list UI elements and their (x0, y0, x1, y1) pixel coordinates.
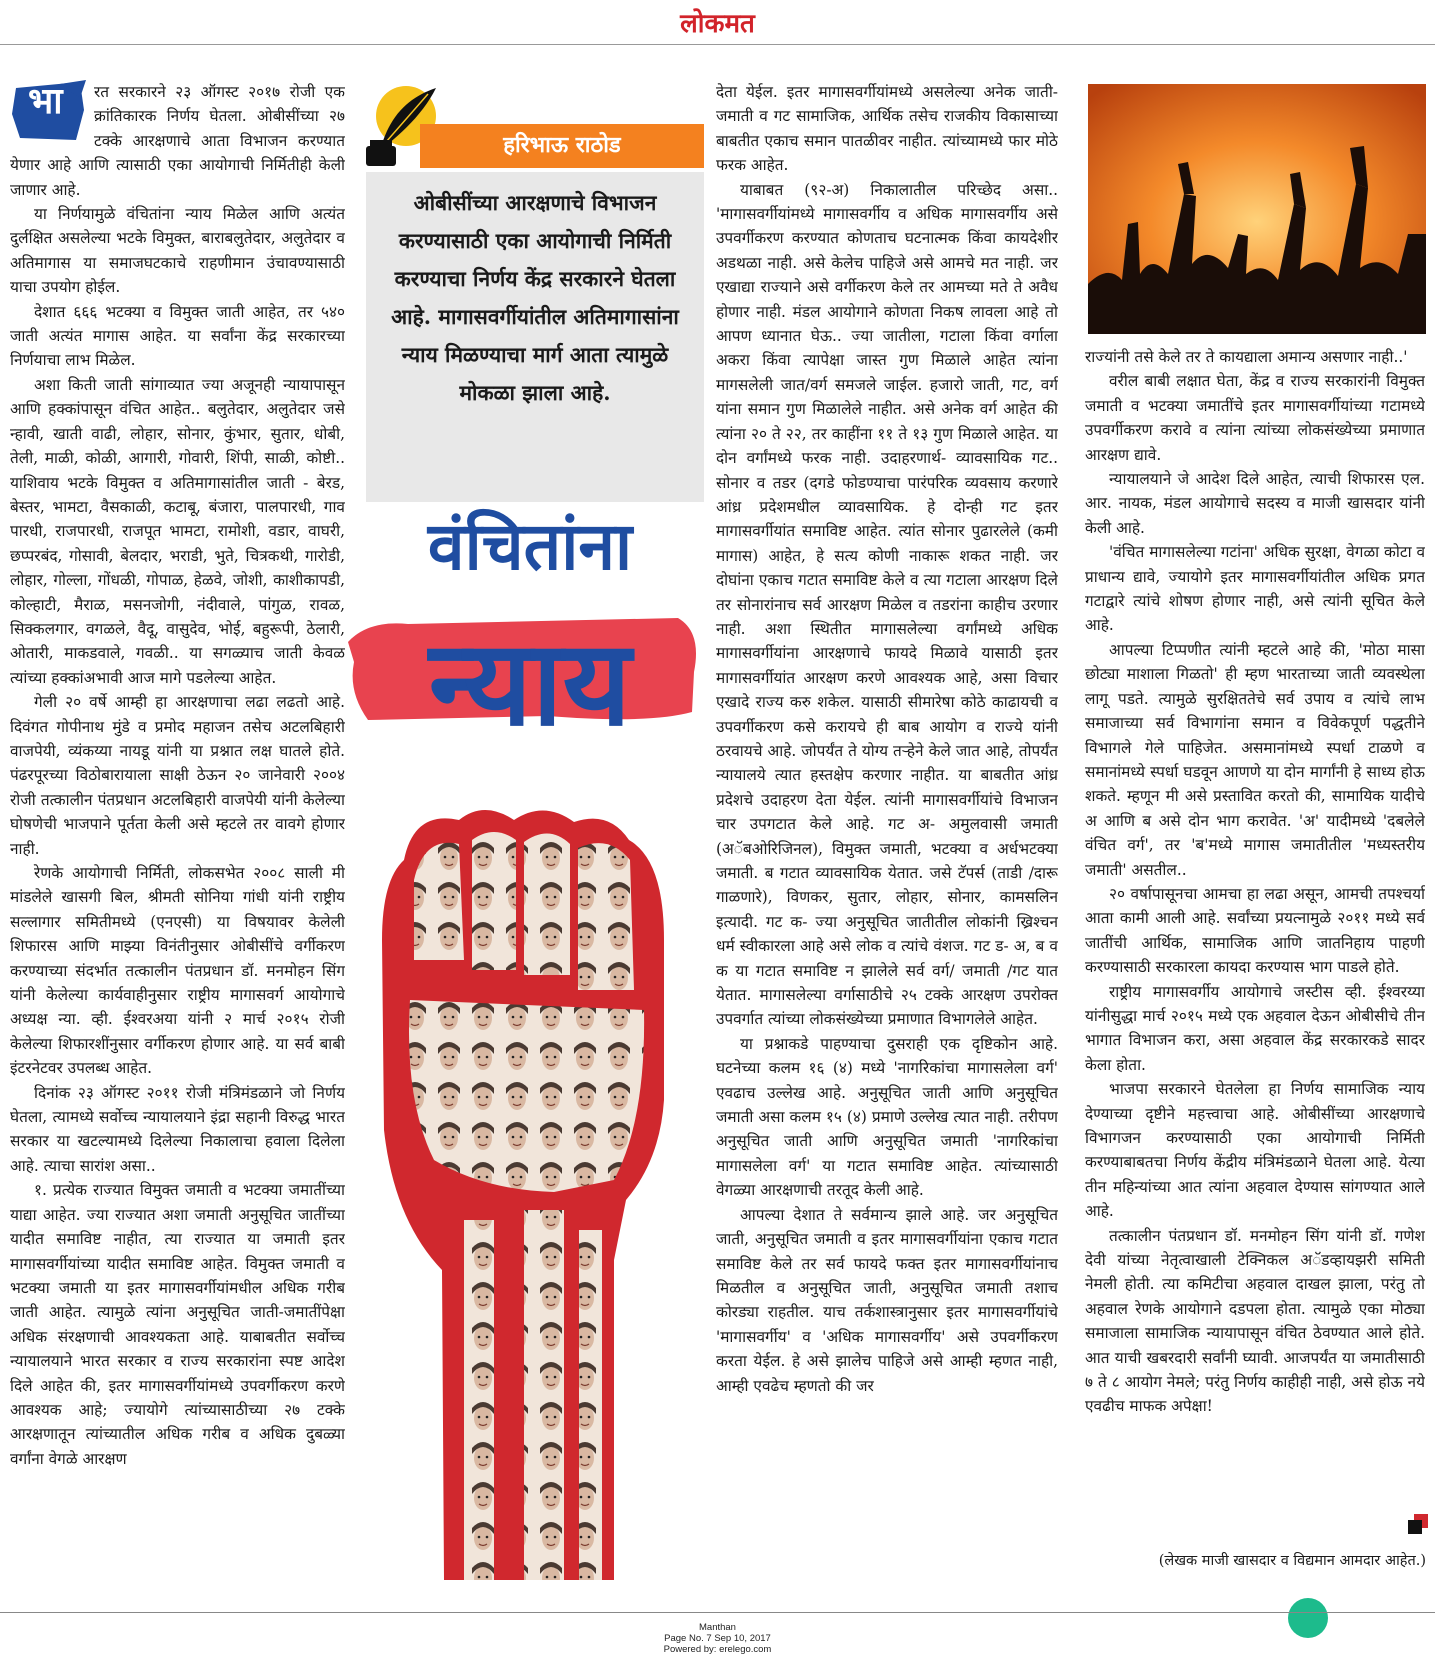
col1-paragraph-7: दिनांक २३ ऑगस्ट २०११ रोजी मंत्रिमंडळाने जो निर्णय घेतला, त्यामध्ये सर्वोच्च न्यायालयाने इंद्रा सहानी विरुद्ध भारत सरकार या खटल्यामध्ये दिलेल्या निकालाचा हवाला दिलेला आहे. त्याचा सारांश असा.. (10, 1083, 345, 1175)
col1-paragraph-4: अशा किती जाती सांगाव्यात ज्या अजूनही न्यायापासून आणि हक्कांपासून वंचित आहेत.. बलुतेदार, अलुतेदार जसे न्हावी, खाती वाढी, लोहार, सोनार, कुंभार, सुतार, धोबी, तेली, माळी, कोळी, आगारी, गोवारी, शिंपी, साळी, कोष्टी.. याशिवाय भटके विमुक्त व अतिमागासांतील जाती - बेरड, बेस्तर, भामटा, वैसकाळी, कटाबू, बंजारा, पालपारधी, गाव पारधी, राजपारधी, राजपूत भामटा, रामोशी, वडार, वाघरी, छप्परबंद, गोसावी, बेलदार, भराडी, भुते, चित्रकथी, गारोडी, लोहार, गोल्ला, गोंधळी, गोपाळ, हेळवे, जोशी, काशीकापडी, कोल्हाटी, मैराळ, मसनजोगी, नंदीवाले, पांगुळ, रावळ, सिक्कलगार, वगळले, वैदू, वासुदेव, भोई, बहुरूपी, ठेलारी, ओतारी, माकडवाले, गवळी.. या सगळ्याच जाती केवळ त्यांच्या हक्कांअभावी आज मागे पडलेल्या आहेत. (10, 375, 345, 687)
col1-paragraph-5: गेली २० वर्षे आम्ही हा आरक्षणाचा लढा लढतो आहे. दिवंगत गोपीनाथ मुंडे व प्रमोद महाजन तसेच अटलबिहारी वाजपेयी, व्यंकय्या नायडू यांनी या प्रश्नात लक्ष घातले होते. पंढरपूरच्या विठोबारायाला साक्षी ठेऊन २० जानेवारी २००४ रोजी तत्कालीन पंतप्रधान अटलबिहारी वाजपेयी यांनी केलेल्या घोषणेची भाजपाने पूर्तता केली असे म्हटले तर वावगे होणार नाही. (10, 693, 345, 858)
footer-powered-by[interactable]: Powered by: erelego.com (663, 1644, 772, 1655)
article-column-3 (716, 80, 1058, 1570)
pull-quote-box (366, 172, 704, 502)
col3-paragraph-1: देता येईल. इतर मागासवर्गीयांमध्ये असलेल्या अनेक जाती-जमाती व गट सामाजिक, आर्थिक तसेच राजकीय विकासाच्या बाबतीत एकाच समान पातळीवर नाहीत. त्यांच्यामध्ये फार मोठे फरक आहेत. (716, 83, 1058, 175)
newspaper-logo: लोकमत (680, 9, 755, 39)
col4-paragraph-8: भाजपा सरकारने घेतलेला हा निर्णय सामाजिक न्याय देण्याच्या दृष्टीने महत्त्वाचा आहे. ओबीसींच्या आरक्षणाचे विभागजन करण्यासाठी एका आयोगाची निर्मिती करण्याबाबतचा निर्णय केंद्रीय मंत्रिमंडळाने घेतला आहे. येत्या तीन महिन्यांच्या आत त्यांना अहवाल देण्यास सांगण्यात आले आहे. (1085, 1080, 1425, 1221)
col4-paragraph-9: तत्कालीन पंतप्रधान डॉ. मनमोहन सिंग यांनी डॉ. गणेश देवी यांच्या नेतृत्वाखाली टेक्निकल अॅडव्हायझरी समिती नेमली होती. त्या कमिटीचा अहवाल दाखल झाला, परंतु तो अहवाल रेणके आयोगाने दडपला होता. त्यामुळे एका मोठ्या समाजाला सामाजिक न्यायापासून वंचित ठेवण्यात आले होते. आत याची खबरदारी सर्वांनी घ्यावी. आजपर्यंत या जमातीसाठी ७ ते ८ आयोग नेमले; परंतु निर्णय काहीही नाही, असे होऊ नये एवढीच माफक अपेक्षा! (1085, 1226, 1425, 1416)
article-column-4 (1085, 345, 1425, 1500)
author-byline: हरिभाऊ राठोड (420, 124, 704, 168)
page-footer (0, 1622, 1435, 1655)
col4-paragraph-2: वरील बाबी लक्षात घेता, केंद्र व राज्य सरकारांनी विमुक्त जमाती व भटक्या जमातींचे इतर मागासवर्गीयांच्या गटामध्ये उपवर्गीकरण करावे व त्यांना त्यांच्या लोकसंख्येच्या प्रमाणात आरक्षण द्यावे. (1085, 372, 1425, 464)
masthead (0, 0, 1435, 45)
headline-line-1: वंचितांना (427, 508, 633, 585)
col1-paragraph-3: देशात ६६६ भटक्या व विमुक्त जाती आहेत, तर ५४० जाती अत्यंत मागास आहेत. या सर्वांना केंद्र सरकारच्या निर्णयाचा लाभ मिळेल. (10, 302, 345, 370)
col1-paragraph-2: या निर्णयामुळे वंचितांना न्याय मिळेल आणि अत्यंत दुर्लक्षित असलेल्या भटके विमुक्त, बाराबलुतेदार, अलुतेदार व अतिमागास या समाजघटकाचे राहणीमान उंचावण्यासाठी याचा उपयोग होईल. (10, 205, 345, 297)
author-credit: (लेखक माजी खासदार व विद्यमान आमदार आहेत.) (1158, 1553, 1426, 1569)
headline-line-2: न्याय (428, 614, 632, 752)
col4-paragraph-4: 'वंचित मागासलेल्या गटांना' अधिक सुरक्षा, वेगळा कोटा व प्राधान्य द्यावे, ज्यायोगे इतर मागासवर्गीयांतील अधिक प्रगत गटाद्वारे त्यांचे शोषण होणार नाही, असे त्यांनी सूचित केले आहे. (1085, 543, 1425, 635)
col4-paragraph-6: २० वर्षापासूनचा आमचा हा लढा असून, आमची तपश्चर्या आता कामी आली आहे. सर्वांच्या प्रयत्नामुळे २०११ मध्ये सर्व जातींची आर्थिक, सामाजिक आणि जातनिहाय पाहणी करण्यासाठी सरकारला कायदा करण्यास भाग पाडले होते. (1085, 884, 1425, 977)
col1-paragraph-6: रेणके आयोगाची निर्मिती, लोकसभेत २००८ साली मी मांडलेले खासगी बिल, श्रीमती सोनिया गांधी यांनी राष्ट्रीय सल्लागार समितीमध्ये (एनएसी) या विषयावर केलेली शिफारस आणि माझ्या विनंतीनुसार ओबीसींचे वर्गीकरण करण्याच्या संदर्भात तत्कालीन पंतप्रधान डॉ. मनमोहन सिंग यांनी केलेल्या कार्यवाहीनुसार राष्ट्रीय मागासवर्ग आयोगाचे अध्यक्ष न्या. व्ही. ईश्वरअया यांनी २ मार्च २०१५ रोजी केलेल्या शिफारशींनुसार वर्गीकरण होणार आहे. या सर्व बाबी इंटरनेटवर उपलब्ध आहेत. (10, 864, 345, 1078)
col4-paragraph-3: न्यायालयाने जे आदेश दिले आहेत, त्याची शिफारस एल. आर. नायक, मंडल आयोगाचे सदस्य व माजी खासदार यांनी केली आहे. (1085, 470, 1425, 537)
raised-fist-illustration (364, 800, 684, 1580)
pull-quote-text: ओबीसींच्या आरक्षणाचे विभाजन करण्यासाठी एका आयोगाची निर्मिती करण्याचा निर्णय केंद्र सरकारने घेतला आहे. मागासवर्गीयांतील अतिमागासांना न्याय मिळण्याचा मार्ग आता त्यामुळे मोकळा झाला आहे. (391, 190, 679, 405)
footer-page-date: Page No. 7 Sep 10, 2017 (664, 1633, 771, 1644)
raised-hands-photo (1088, 84, 1426, 334)
col3-paragraph-2: याबाबत (९२-अ) निकालातील परिच्छेद असा.. 'मागासवर्गीयांमध्ये मागासवर्गीय व अधिक मागासवर्गीय असे उपवर्गीकरण करण्यात कोणताच घटनात्मक किंवा कायदेशीर अडथळा नाही. असे केलेच पाहिजे असे आमचे मत नाही. जर एखाद्या राज्याने असे वर्गीकरण केले तर आमच्या मते ते अवैध होणार नाही. मंडल आयोगाने कोणता निकष लावला आहे तो आपण ध्यानात घेऊ.. ज्या जातीला, गटाला किंवा वर्गाला अकरा किंवा त्यापेक्षा जास्त गुण मिळाले आहेत त्यांना मागसलेली जात/वर्ग समजले जाईल. हजारो जाती, गट, वर्ग यांना समान गुण मिळालेले नाहीत. असे अनेक वर्ग आहेत की त्यांना २० ते २२, तर काहींना ११ ते १३ गुण मिळाले आहेत. या दोन वर्गांमध्ये फरक नाही. उदाहरणार्थ- व्यावसायिक गट.. सोनार व तडर (दगडे फोडण्याचा पारंपरिक व्यवसाय करणारे आंध्र प्रदेशमधील व्यावसायिक. हे दोन्ही गट इतर मागासवर्गीयांत समाविष्ट आहेत. त्यांत सोनार पुढारलेले (कमी मागास) आहेत, हे सत्य कोणी नाकारू शकत नाही. जर दोघांना एकाच गटात समाविष्ट केले व त्या गटाला आरक्षण दिले तर सोनारांनाच सर्व आरक्षण मिळेल व तडरांना काहीच उरणार नाही. अशा स्थितीत मागासलेल्या वर्गांमध्ये अधिक मागासवर्गीयांना आरक्षणाचे फायदे मिळावे यासाठी इतर मागासवर्गीयांत आरक्षण करणे आवश्यक आहे, असा विचार एखादे राज्य करु शकेल. यासाठी सीमारेषा कोठे काढायची व उपवर्गीकरण कसे करायचे ही बाब आयोग व राज्ये यांनी ठरवायचे आहे. जोपर्यंत ते योग्य तऱ्हेने केले जात आहे, तोपर्यंत न्यायालये त्यात हस्तक्षेप करणार नाहीत. या बाबतीत आंध्र प्रदेशचे उदाहरण देता येईल. त्यांनी मागासवर्गीयांचे विभाजन चार उपगटात केले आहे. गट अ- अमुलवासी जमाती (अॅबओरिजिनल), विमुक्त जमाती, भटक्या व अर्धभटक्या जमाती. ब गटात व्यावसायिक येतात. जसे टॅपर्स (ताडी /दारू गाळणारे), विणकर, सुतार, लोहार, सोनार, कामसलिन इत्यादी. गट क- ज्या अनुसूचित जातीतील लोकांनी ख्रिश्चन धर्म स्वीकारला आहे असे लोक व त्यांचे वंशज. गट ड- अ, ब व क या गटात समाविष्ट न झालेले सर्व वर्ग/ जमाती /गट यात येतात. मागासलेल्या वर्गासाठीचे २५ टक्के आरक्षण उपरोक्त उपवर्गात त्यांच्या लोकसंख्येच्या प्रमाणात विभागलेले आहेत. (716, 180, 1058, 1029)
dropcap (10, 80, 88, 144)
col3-paragraph-3: या प्रश्नाकडे पाहण्याचा दुसराही एक दृष्टिकोन आहे. घटनेच्या कलम १६ (४) मध्ये 'नागरिकांचा मागासलेला वर्ग' एवढाच उल्लेख आहे. अनुसूचित जाती आणि अनुसूचित जमाती असा कलम १५ (४) प्रमाणे उल्लेख त्यात नाही. तरीपण अनुसूचित जाती आणि अनुसूचित जमाती 'नागरिकांचा मागासलेला वर्ग' या गटात समाविष्ट आहेत. त्यांच्यासाठी वेगळ्या आरक्षणाची तरतूद केली आहे. (716, 1034, 1058, 1200)
col4-paragraph-5: आपल्या टिप्पणीत त्यांनी म्हटले आहे की, 'मोठा मासा छोट्या माशाला गिळतो' ही म्हण भारताच्या जाती व्यवस्थेला लागू पडते. त्यामुळे सुरक्षिततेचे सर्व उपाय व त्यांचे लाभ समाजाच्या सर्व विभागांना समान व विवेकपूर्ण पद्धतीने विभागले गेले पाहिजेत. असमानांमध्ये स्पर्धा टाळणे व समानांमध्ये स्पर्धा घडवून आणणे या दोन मार्गांनी हे साध्य होऊ शकते. म्हणून मी असे प्रस्तावित करतो की, सामायिक यादीचे अ आणि ब असे दोन भाग करावेत. 'अ' यादीमध्ये 'दबलेले वंचित वर्ग', तर 'ब'मध्ये मागास जमातीतील 'मध्यस्तरीय जमाती' असतील.. (1085, 640, 1425, 879)
col4-paragraph-1: राज्यांनी तसे केले तर ते कायद्याला अमान्य असणार नाही..' (1085, 348, 1408, 366)
footer-edition: Manthan (699, 1622, 736, 1633)
col1-paragraph-1: रत सरकारने २३ ऑगस्ट २०१७ रोजी एक क्रांतिकारक निर्णय घेतला. ओबीसींच्या २७ टक्के आरक्षणाचे आता विभाजन करण्यात येणार आहे आणि त्यासाठी एका आयोगाची निर्मितीही केली जाणार आहे. (10, 83, 345, 199)
col4-paragraph-7: राष्ट्रीय मागासवर्गीय आयोगाचे जस्टीस व्ही. ईश्वरय्या यांनीसुद्धा मार्च २०१५ मध्ये एक अहवाल देऊन ओबीसीचे तीन भागात विभाजन करा, असा अहवाल केंद्र सरकारकडे सादर केला होता. (1085, 982, 1425, 1074)
dropcap-letter: भा (28, 81, 63, 122)
col1-paragraph-8: १. प्रत्येक राज्यात विमुक्त जमाती व भटक्या जमातींच्या याद्या आहेत. ज्या राज्यात अशा जमाती अनुसूचित जातींच्या यादीत समाविष्ट नाहीत, त्या राज्यात या जमाती इतर मागासवर्गीयांच्या यादीत समाविष्ट आहेत. विमुक्त जमाती व भटक्या जमाती या इतर मागासवर्गीयांमधील अधिक गरीब जाती आहेत. त्यामुळे त्यांना अनुसूचित जाती-जमातींपेक्षा अधिक संरक्षणाची आवश्यकता आहे. याबाबतीत सर्वोच्च न्यायालयाने भारत सरकार व राज्य सरकारांना स्पष्ट आदेश दिले आहेत की, इतर मागासवर्गीयांमध्ये उपवर्गीकरण करणे आवश्यक आहे; ज्यायोगे त्यांच्यासाठीच्या २७ टक्के आरक्षणातून त्यांच्यातील अधिक गरीब व अधिक दुबळ्या वर्गांना वेगळे आरक्षण (10, 1181, 345, 1468)
footer-divider (0, 1612, 1435, 1613)
end-of-article-icon (1408, 1514, 1428, 1534)
article-column-1 (10, 80, 345, 1570)
col3-paragraph-4: आपल्या देशात ते सर्वमान्य झाले आहे. जर अनुसूचित जाती, अनुसूचित जमाती व इतर मागासवर्गीयांना एकाच गटात समाविष्ट केले तर सर्व फायदे फक्त इतर मागासवर्गीयांनाच मिळतील व अनुसूचित जाती, अनुसूचित जमाती तशाच कोरड्या राहतील. याच तर्कशास्त्रानुसार इतर मागासवर्गीयांचे 'मागासवर्गीय' व 'अधिक मागासवर्गीय' असे उपवर्गीकरण करता येईल. हे असे झालेच पाहिजे असे आम्ही म्हणत नाही, आम्ही एवढेच म्हणतो की जर (716, 1205, 1058, 1395)
